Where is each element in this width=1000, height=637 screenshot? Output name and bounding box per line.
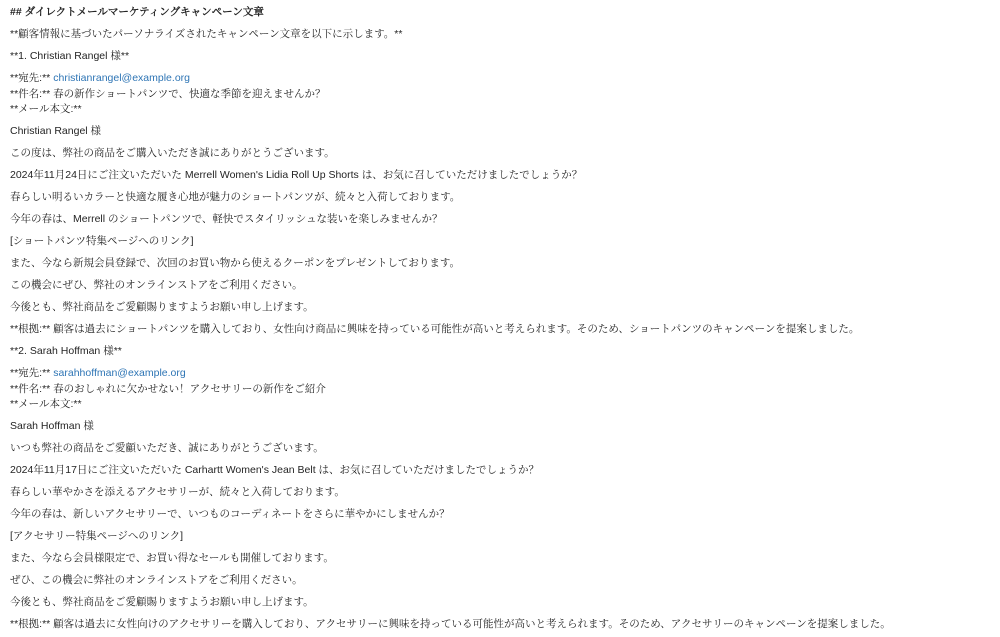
recipient-label: **宛先:** xyxy=(10,367,51,379)
section-title: **2. Sarah Hoffman 様** xyxy=(10,345,122,357)
email-body-line: ぜひ、この機会に弊社のオンラインストアをご利用ください。 xyxy=(10,574,303,586)
email-body-line: 2024年11月17日にご注文いただいた Carhartt Women's Jean Belt は、お気に召していただけましたでしょうか？ xyxy=(10,464,540,476)
recipient-label: **宛先:** xyxy=(10,72,51,84)
email-meta-block xyxy=(10,366,990,413)
rationale-text: **根拠:** 顧客は過去にショートパンツを購入しており、女性向け商品に興味を持っている可能性が高いと考えられます。そのため、ショートパンツのキャンペーンを提案しました。 xyxy=(10,323,860,335)
recipient-line xyxy=(10,71,990,87)
email-meta-block xyxy=(10,71,990,118)
placeholder-link-text: [アクセサリー特集ページへのリンク] xyxy=(10,530,184,542)
email-body-line: 2024年11月24日にご注文いただいた Merrell Women's Lidia Roll Up Shorts は、お気に召していただけましたでしょうか？ xyxy=(10,169,583,181)
email-body-line: 今年の春は、新しいアクセサリーで、いつものコーディネートをさらに華やかにしませんか？ xyxy=(10,508,450,520)
email-body-line: この機会にぜひ、弊社のオンラインストアをご利用ください。 xyxy=(10,279,303,291)
recipient-email-link[interactable]: christianrangel@example.org xyxy=(53,72,190,84)
email-body-line: 今後とも、弊社商品をご愛顧賜りますようお願い申し上げます。 xyxy=(10,301,314,313)
page-heading: ## ダイレクトメールマーケティングキャンペーン文章 xyxy=(10,6,264,18)
email-body-line: 今年の春は、Merrell のショートパンツで、軽快でスタイリッシュな装いを楽しみませんか？ xyxy=(10,213,443,225)
email-body-line: 春らしい華やかさを添えるアクセサリーが、続々と入荷しております。 xyxy=(10,486,345,498)
intro-text: **顧客情報に基づいたパーソナライズされたキャンペーン文章を以下に示します。** xyxy=(10,28,403,40)
recipient-email-link[interactable]: sarahhoffman@example.org xyxy=(53,367,186,379)
body-label: **メール本文:** xyxy=(10,103,82,115)
email-body-line: また、今なら会員様限定で、お買い得なセールも開催しております。 xyxy=(10,552,334,564)
email-body-line: 春らしい明るいカラーと快適な履き心地が魅力のショートパンツが、続々と入荷しております。 xyxy=(10,191,461,203)
subject-line: **件名:** 春の新作ショートパンツで、快適な季節を迎えませんか？ xyxy=(10,87,326,100)
body-label: **メール本文:** xyxy=(10,398,82,410)
email-body-line: また、今なら新規会員登録で、次回のお買い物から使えるクーポンをプレゼントしております。 xyxy=(10,257,461,269)
recipient-line xyxy=(10,366,990,382)
email-body-line: Sarah Hoffman 様 xyxy=(10,420,94,432)
placeholder-link-text: [ショートパンツ特集ページへのリンク] xyxy=(10,235,194,247)
email-body-line: 今後とも、弊社商品をご愛顧賜りますようお願い申し上げます。 xyxy=(10,596,314,608)
rationale-text: **根拠:** 顧客は過去に女性向けのアクセサリーを購入しており、アクセサリーに興味を持っている可能性が高いと考えられます。そのため、アクセサリーのキャンペーンを提案しました。 xyxy=(10,618,891,630)
subject-line: **件名:** 春のおしゃれに欠かせない！アクセサリーの新作をご紹介 xyxy=(10,382,326,395)
email-body-line: いつも弊社の商品をご愛顧いただき、誠にありがとうございます。 xyxy=(10,442,324,454)
section-title: **1. Christian Rangel 様** xyxy=(10,50,130,62)
email-body-line: この度は、弊社の商品をご購入いただき誠にありがとうございます。 xyxy=(10,147,335,159)
email-body-line: Christian Rangel 様 xyxy=(10,125,102,137)
